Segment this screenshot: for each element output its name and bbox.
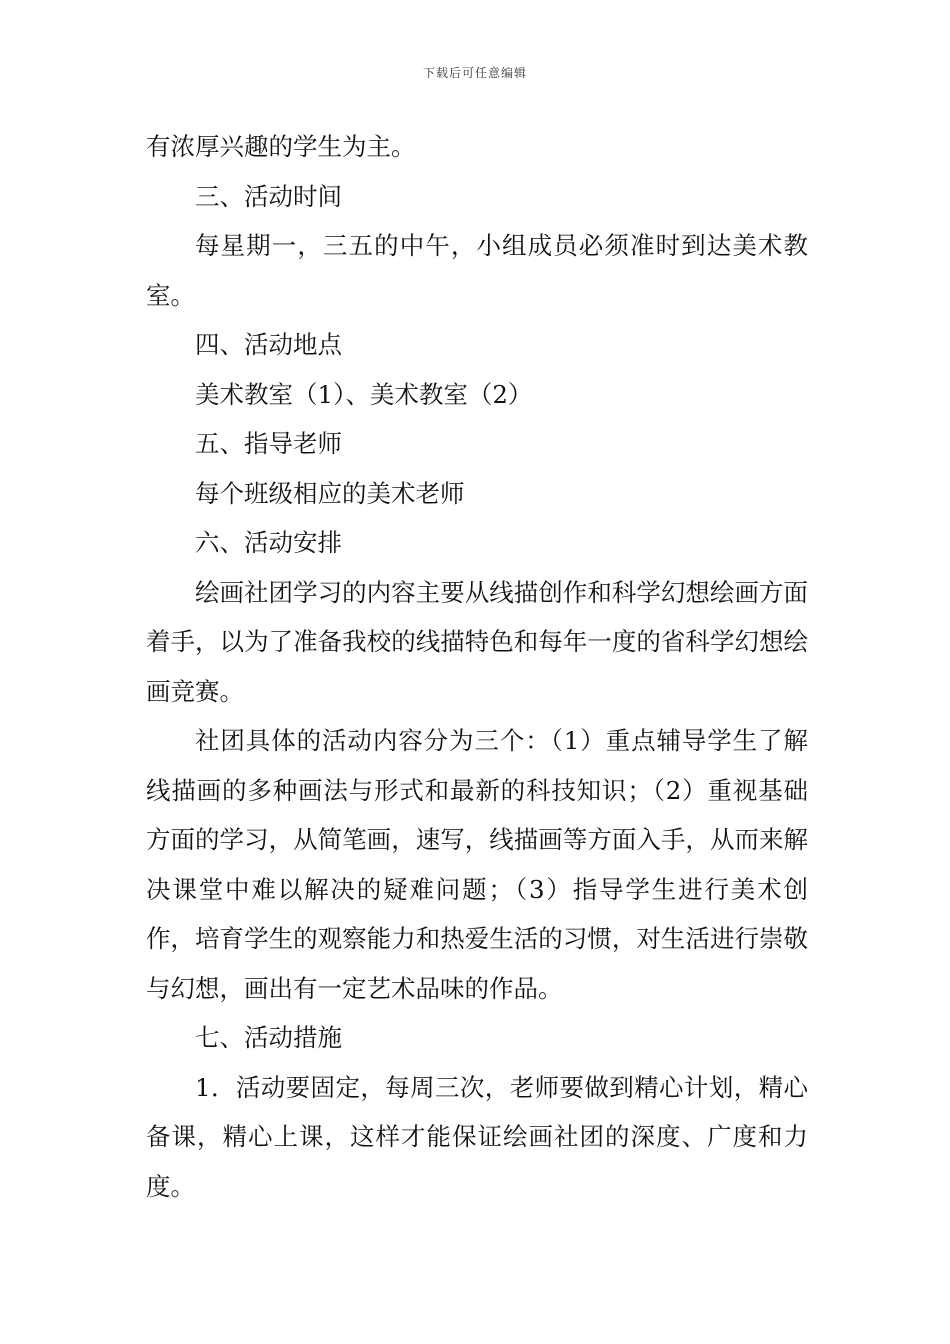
paragraph: 绘画社团学习的内容主要从线描创作和科学幻想绘画方面着手，以为了准备我校的线描特色和每年一度的省科学幻想绘画竞赛。 bbox=[146, 577, 808, 706]
paragraph: 每星期一，三五的中午，小组成员必须准时到达美术教室。 bbox=[146, 231, 808, 310]
section-heading: 四、活动地点 bbox=[195, 330, 342, 359]
document-body bbox=[146, 122, 808, 1211]
section-heading: 六、活动安排 bbox=[195, 528, 342, 557]
paragraph: 社团具体的活动内容分为三个：（1）重点辅导学生了解线描画的多种画法与形式和最新的科技知识；（2）重视基础方面的学习，从简笔画，速写，线描画等方面入手，从而来解决课堂中难以解决的疑难问题；（3）指导学生进行美术创作，培育学生的观察能力和热爱生活的习惯，对生活进行崇敬与幻想，画出有一定艺术品味的作品。 bbox=[146, 726, 808, 1003]
section-heading: 三、活动时间 bbox=[195, 181, 342, 211]
section-heading: 七、活动措施 bbox=[195, 1023, 342, 1052]
section-heading: 五、指导老师 bbox=[195, 429, 342, 458]
paragraph: 1．活动要固定，每周三次，老师要做到精心计划，精心备课，精心上课，这样才能保证绘画社团的深度、广度和力度。 bbox=[146, 1072, 808, 1201]
paragraph: 有浓厚兴趣的学生为主。 bbox=[146, 132, 416, 161]
paragraph: 美术教室（1）、美术教室（2） bbox=[195, 379, 533, 409]
paragraph: 每个班级相应的美术老师 bbox=[195, 478, 465, 508]
page-header: 下载后可任意编辑 bbox=[422, 66, 527, 80]
